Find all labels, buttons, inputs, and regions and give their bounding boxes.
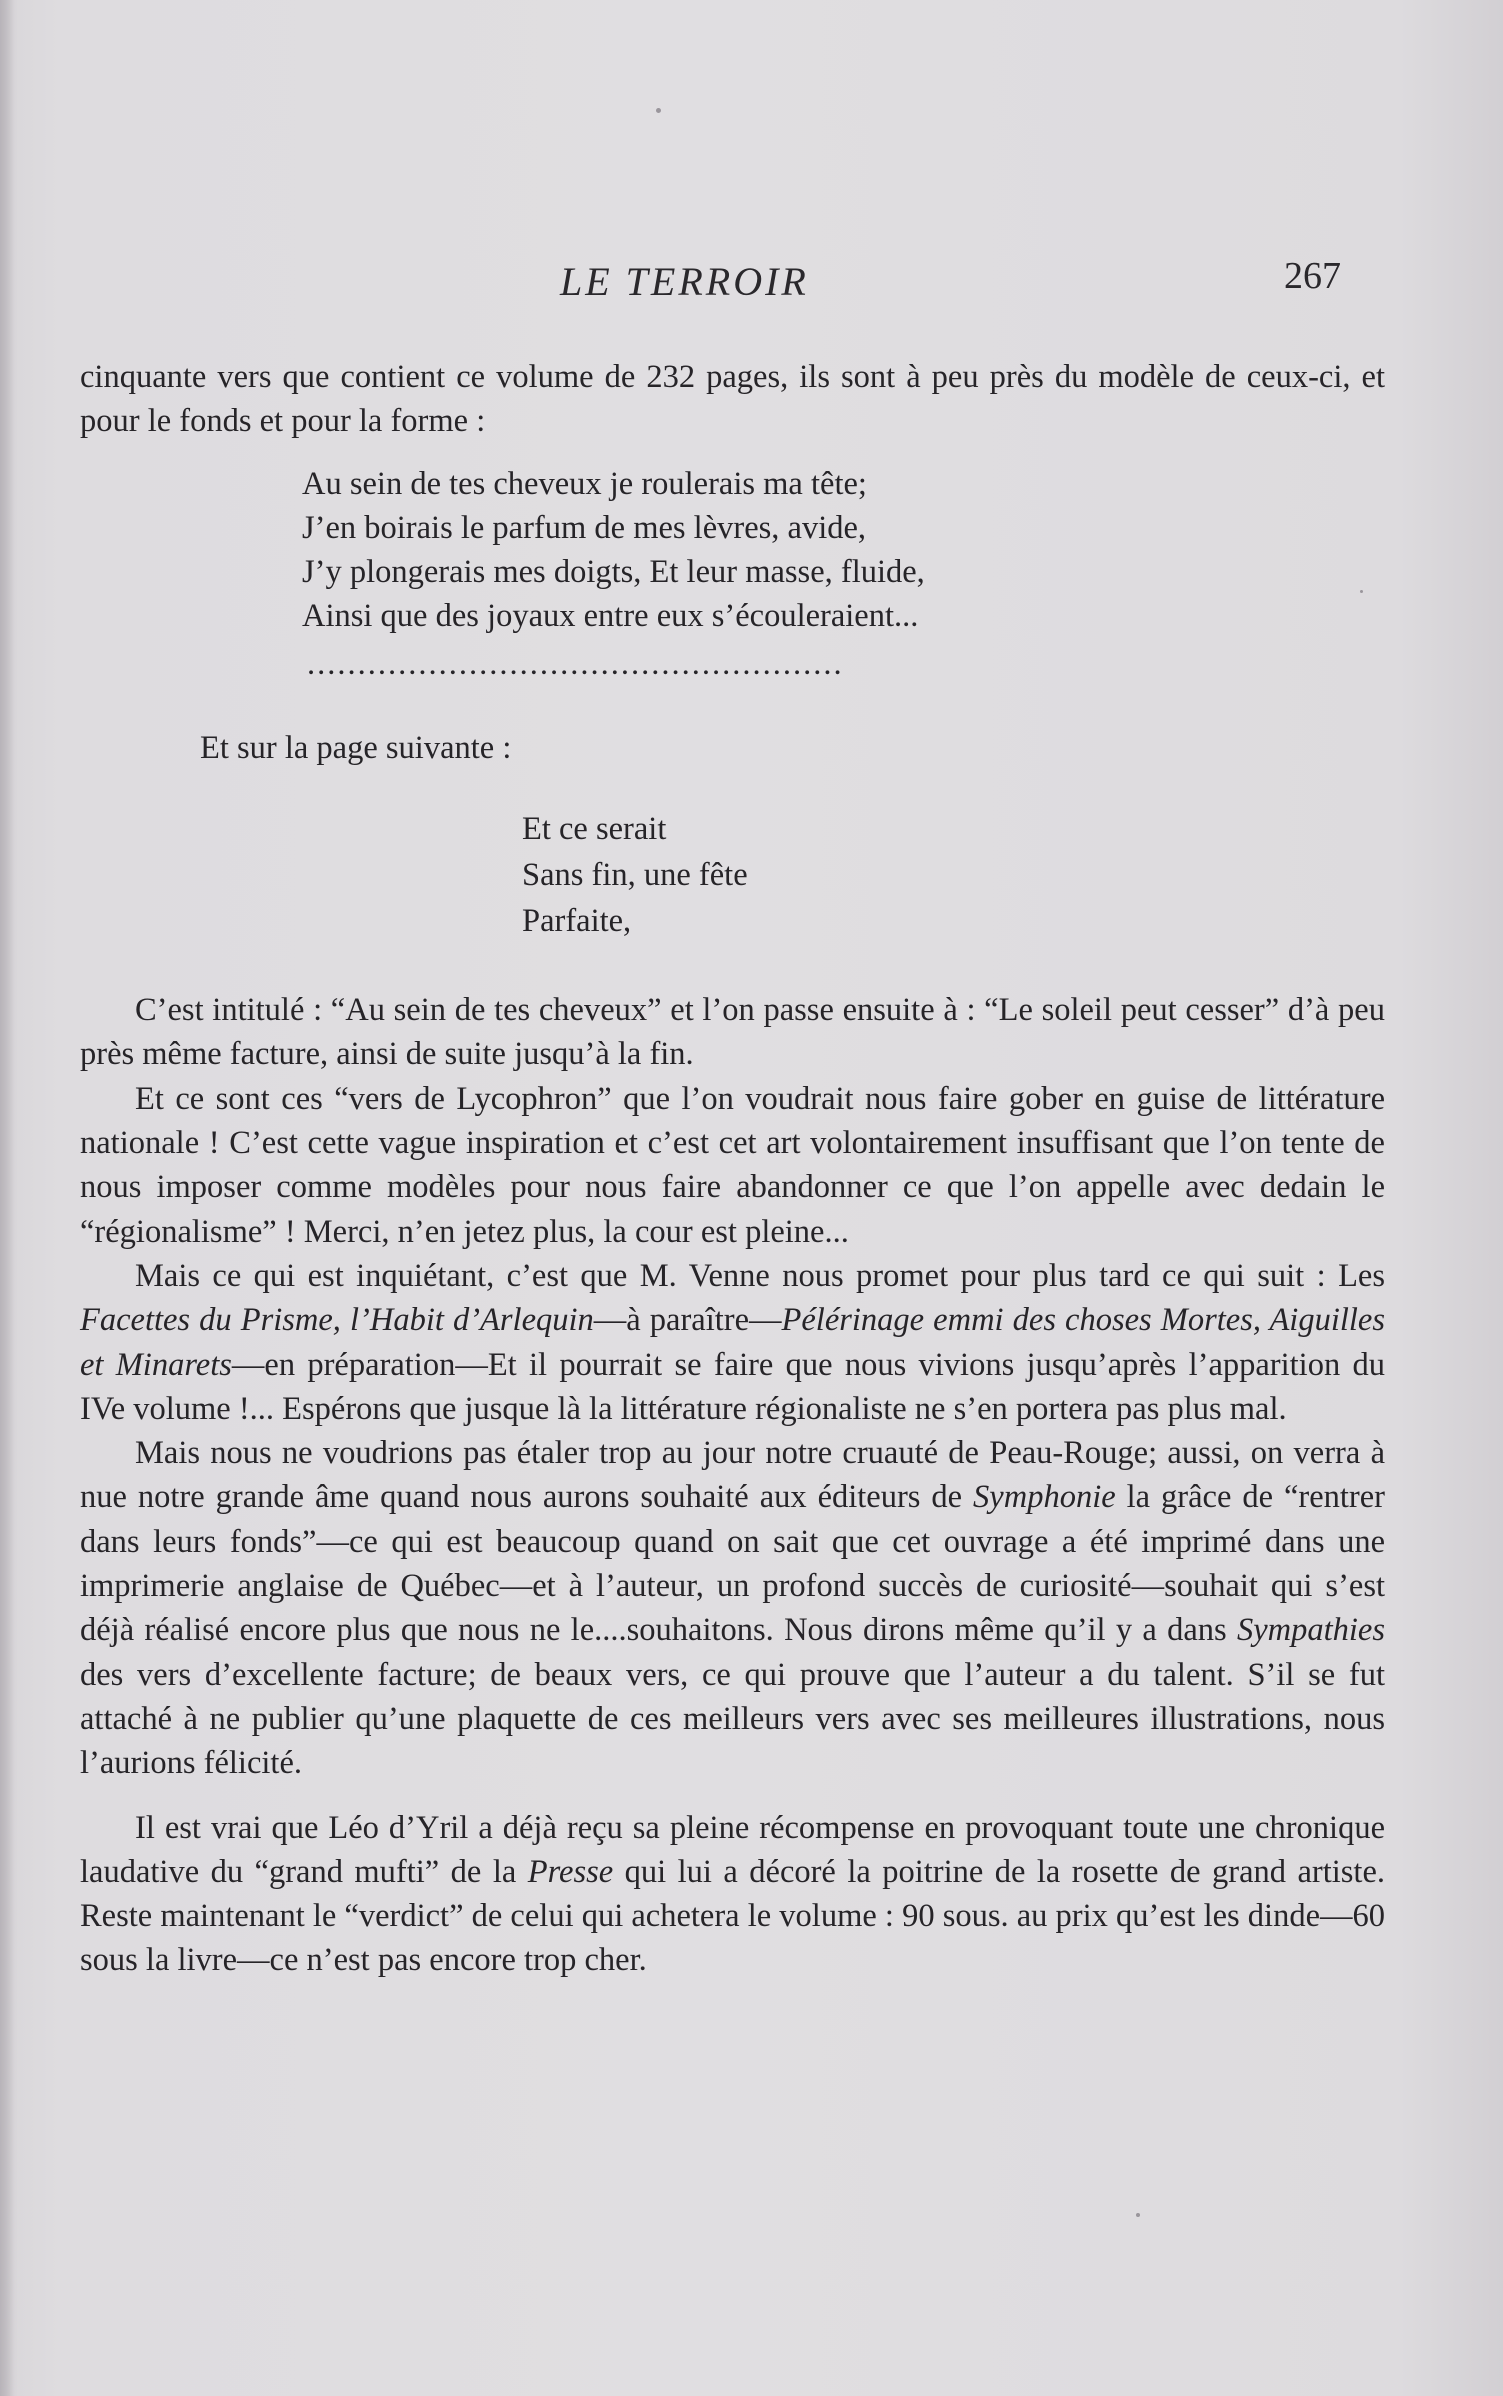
text-run: qui lui a décoré la poitrine de la rosette de grand artiste. Reste maintenant le “verdict” de celui qui achetera le volume : 90 sous. au prix qu’est les dinde—60 sous la livre—ce n’est pas encore trop cher. [80, 1853, 1385, 1979]
poem-line: Ainsi que des joyaux entre eux s’écouleraient... [302, 597, 919, 634]
poem-excerpt-2 [522, 806, 1385, 944]
text-run: des vers d’excellente facture; de beaux vers, ce qui prouve que l’auteur a du talent. S’il se fut attaché à ne publier qu’une plaquette de ces meilleurs vers avec ses meilleures illustrations, nous l’aurions félicité. [80, 1656, 1385, 1782]
text-run: Mais nous ne voudrions pas étaler trop au jour notre cruauté de Peau-Rouge; aussi, on verra à nue notre grande âme quand nous aurons souhaité aux éditeurs de [80, 1435, 1385, 1516]
poem-line: J’en boirais le parfum de mes lèvres, avide, [302, 509, 867, 546]
paper-speck [1136, 2213, 1140, 2217]
paragraph [80, 1806, 1385, 1983]
paragraph-continued: cinquante vers que contient ce volume de 232 pages, ils sont à peu près du modèle de ceux-ci, et pour le fonds et pour la forme : [80, 359, 1385, 440]
paragraph [80, 1254, 1385, 1431]
paragraph: C’est intitulé : “Au sein de tes cheveux” et l’on passe ensuite à : “Le soleil peut cesser” d’à peu près même facture, ainsi de suite jusqu’à la fin. [80, 992, 1385, 1073]
text-run: Mais ce qui est inquiétant, c’est que M. Venne nous promet pour plus tard ce qui suit : Les [135, 1257, 1385, 1294]
text-run: Il est vrai que Léo d’Yril a déjà reçu sa pleine récompense en provoquant toute une chronique laudative du “grand mufti” de la [80, 1809, 1385, 1890]
poem-line: Au sein de tes cheveux je roulerais ma tête; [302, 465, 867, 502]
book-title: Pélérinage emmi des choses Mortes, Aiguilles et Minarets [80, 1302, 1385, 1383]
book-title: Symphonie [973, 1479, 1116, 1516]
poem-line: Parfaite, [522, 903, 632, 940]
page-header [0, 255, 1503, 308]
poem-line: Et ce serait [522, 811, 667, 848]
paper-speck [656, 108, 661, 113]
paragraph [80, 1431, 1385, 1785]
poem-intro: Et sur la page suivante : [200, 729, 512, 766]
poem-excerpt-1 [302, 462, 1385, 638]
book-title: Sympathies [1236, 1612, 1385, 1649]
publication-title: Presse [527, 1853, 614, 1890]
page-number: 267 [1284, 255, 1341, 297]
text-run: la grâce de “rentrer dans leurs fonds”—ce qui est beaucoup quand on sait que cet ouvrage a été imprimé dans une imprimerie anglaise de Québec—et à l’auteur, un profond succès de curiosité—souhait qui s’est déjà réalisé encore plus que nous ne le....souhaitons. Nous dirons même qu’il y a dans [80, 1479, 1385, 1649]
text-run: —en préparation—Et il pourrait se faire que nous vivions jusqu’après l’apparition du IVe volume !... Espérons que jusque là la littérature régionaliste ne s’en portera pas plus mal. [80, 1346, 1385, 1427]
poem-line: J’y plongerais mes doigts, Et leur masse, fluide, [302, 553, 925, 590]
paragraph: Et ce sont ces “vers de Lycophron” que l’on voudrait nous faire gober en guise de littérature nationale ! C’est cette vague inspiration et c’est cet art volontairement insuffisant que l’on tente de nous imposer comme modèles pour nous faire abandonner ce que l’on appelle avec dedain le “régionalisme” ! Merci, n’en jetez plus, la cour est pleine... [80, 1080, 1385, 1250]
text-run: —à paraître— [593, 1302, 782, 1339]
book-title: Facettes du Prisme, l’Habit d’Arlequin [80, 1302, 594, 1339]
paper-speck [1360, 590, 1363, 593]
poem-line: Sans fin, une fête [522, 857, 748, 894]
ellipsis-line: ..................................................... [307, 645, 844, 682]
body-text [80, 355, 1385, 1983]
running-head: LE TERROIR [560, 259, 809, 304]
